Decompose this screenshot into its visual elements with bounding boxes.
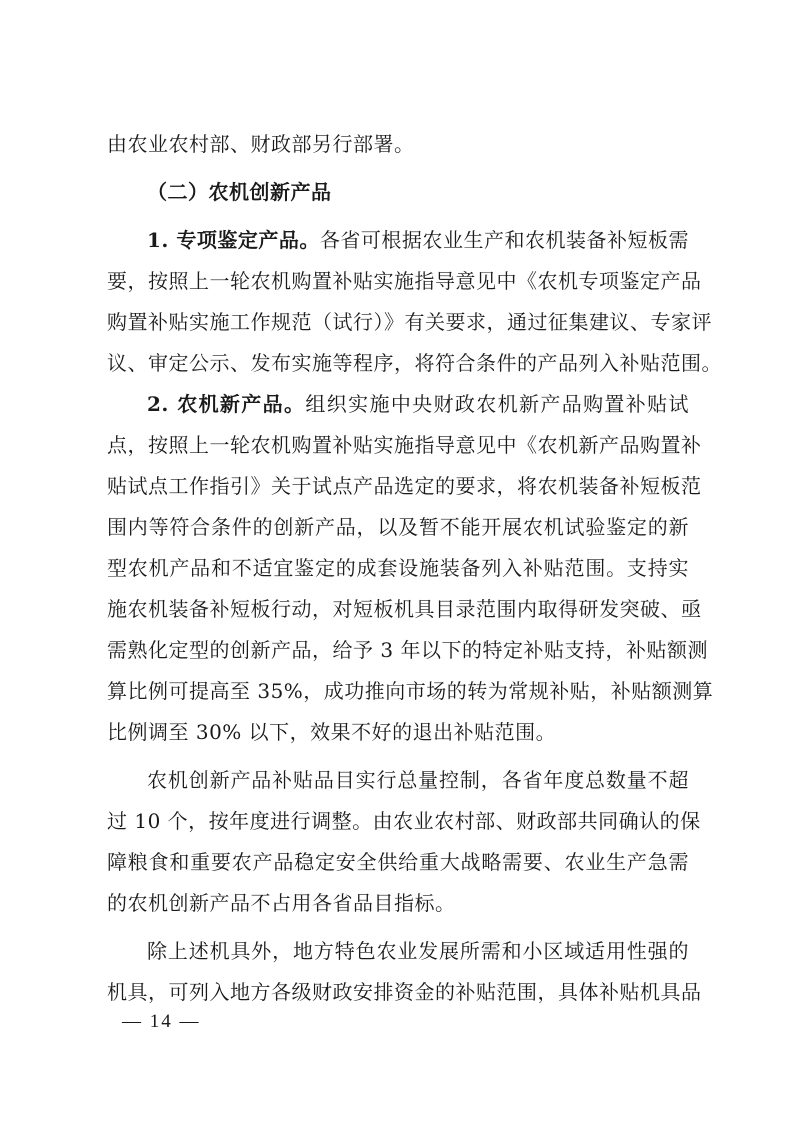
paragraph-line: 农机创新产品补贴品目实行总量控制，各省年度总数量不超 [147, 768, 689, 792]
paragraph-line: 议、审定公示、发布实施等程序，将符合条件的产品列入补贴范围。 [107, 351, 722, 375]
paragraph-line: 购置补贴实施工作规范（试行）》有关要求，通过征集建议、专家评 [107, 310, 712, 334]
page-number: — 14 — [122, 1011, 201, 1032]
paragraph-line: 型农机产品和不适宜鉴定的成套设施装备列入补贴范围。支持实 [107, 556, 689, 580]
paragraph-line: 点，按照上一轮农机购置补贴实施指导意见中《农机新产品购置补 [107, 433, 702, 457]
paragraph-line: 算比例可提高至 35%，成功推向市场的转为常规补贴，补贴额测算 [107, 679, 714, 703]
paragraph-line: 2. 农机新产品。组织实施中央财政农机新产品购置补贴试 [147, 392, 690, 416]
item-lead: 2. 农机新产品。 [147, 392, 306, 416]
section-heading: （二）农机创新产品 [147, 180, 332, 204]
paragraph-line: 施农机装备补短板行动，对短板机具目录范围内取得研发突破、亟 [107, 597, 702, 621]
paragraph-line: 贴试点工作指引》关于试点产品选定的要求，将农机装备补短板范 [107, 474, 702, 498]
body-text [107, 124, 722, 1013]
paragraph-line: 围内等符合条件的创新产品，以及暂不能开展农机试验鉴定的新 [107, 515, 689, 539]
paragraph-line: 机具，可列入地方各级财政安排资金的补贴范围，具体补贴机具品 [107, 980, 702, 1004]
item-lead: 1. 专项鉴定产品。 [147, 228, 320, 252]
paragraph-line: 由农业农村部、财政部另行部署。 [107, 132, 415, 156]
paragraph-line: 除上述机具外，地方特色农业发展所需和小区域适用性强的 [147, 939, 689, 963]
paragraph-line: 1. 专项鉴定产品。各省可根据农业生产和农机装备补短板需 [147, 228, 690, 252]
paragraph-line: 需熟化定型的创新产品，给予 3 年以下的特定补贴支持，补贴额测 [107, 638, 708, 662]
paragraph-line: 的农机创新产品不占用各省品目指标。 [107, 891, 456, 915]
paragraph-line: 障粮食和重要农产品稳定安全供给重大战略需要、农业生产急需 [107, 850, 689, 874]
paragraph-line: 要，按照上一轮农机购置补贴实施指导意见中《农机专项鉴定产品 [107, 269, 702, 293]
paragraph-line: 比例调至 30% 以下，效果不好的退出补贴范围。 [107, 720, 557, 744]
paragraph-line: 过 10 个，按年度进行调整。由农业农村部、财政部共同确认的保 [107, 809, 701, 833]
